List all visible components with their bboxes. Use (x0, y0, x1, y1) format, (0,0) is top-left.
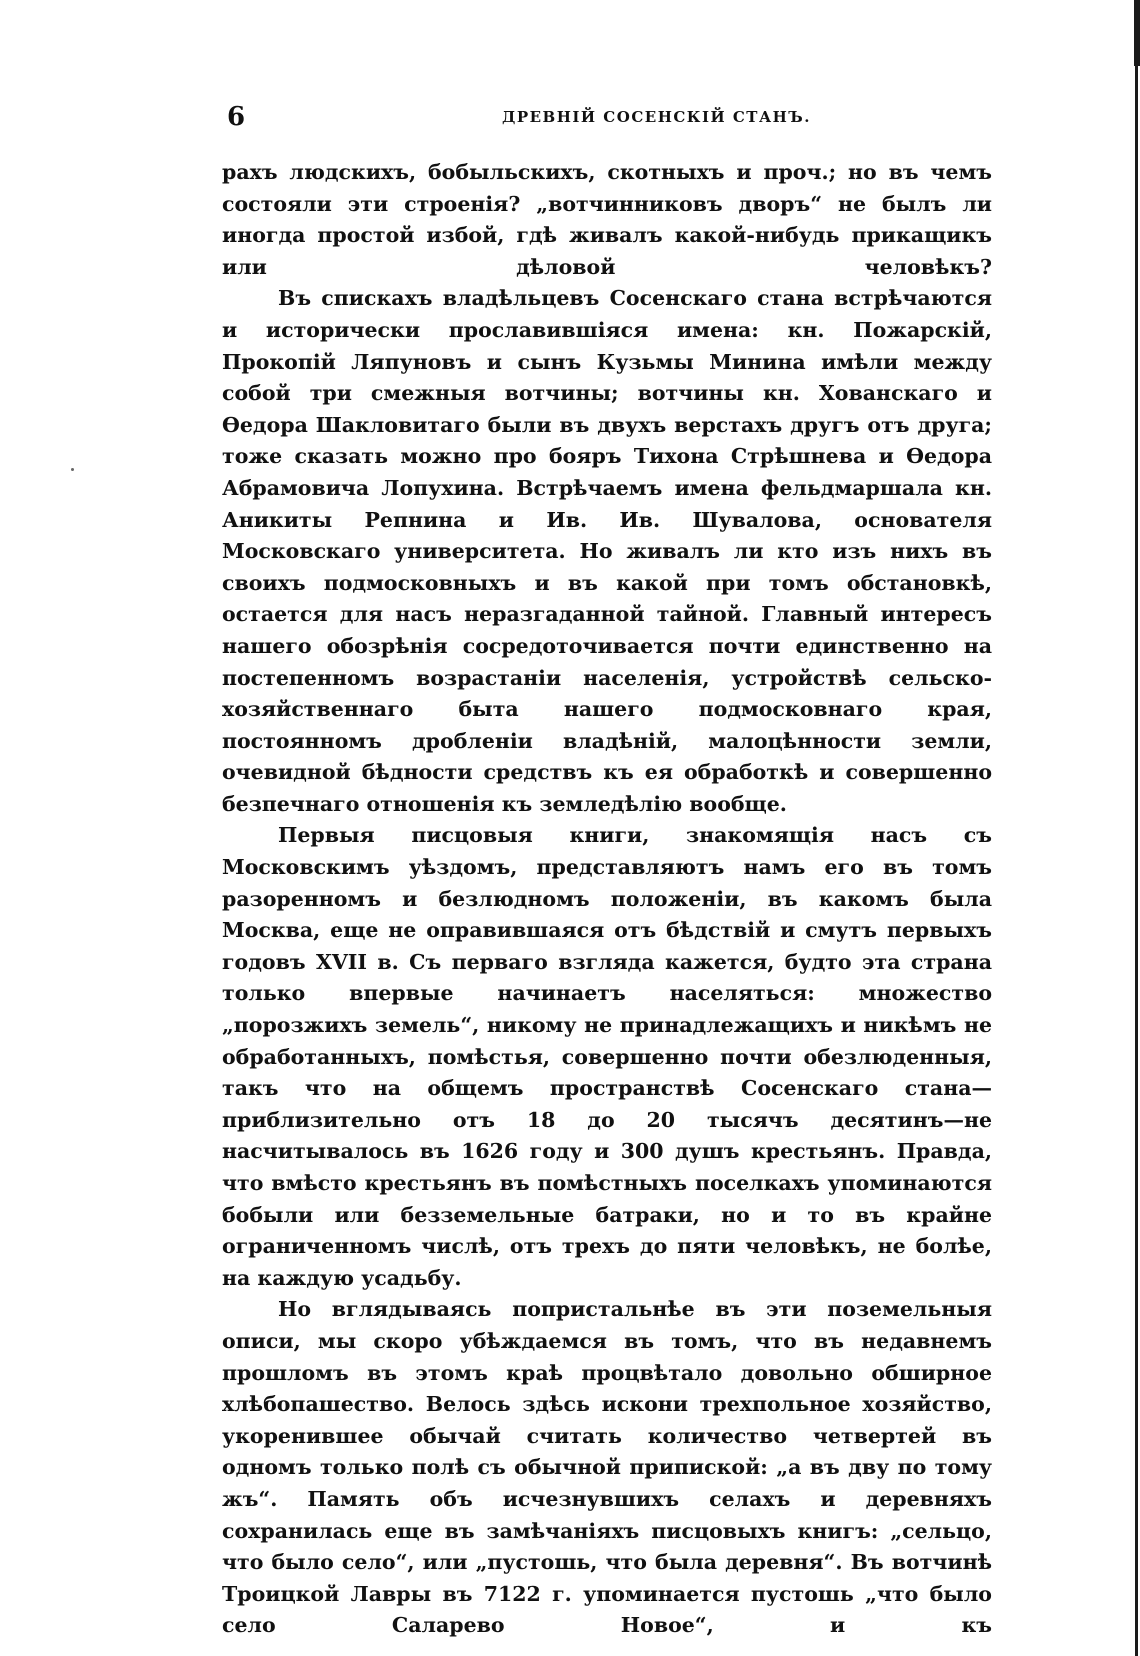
running-title: ДРЕВНІЙ СОСЕНСКІЙ СТАНЪ. (502, 108, 811, 126)
page-number: 6 (227, 102, 246, 132)
scan-speck (71, 468, 74, 471)
page-edge-mark (1134, 0, 1140, 66)
paragraph-owners: Въ спискахъ владѣльцевъ Сосенскаго стана встрѣчаются и исторически прославившіяся имена: кн. Пожарскій, Прокопій Ляпуновъ и сынъ Кузьмы Минина имѣли между собой три смежныя вотчины; вотчины кн. Хованскаго и Ѳедора Шакловитаго были въ двухъ верстахъ другъ отъ друга; тоже сказать можно про бояръ Тихона Стрѣшнева и Ѳедора Абрамовича Лопухина. Встрѣчаемъ имена фельдмаршала кн. Аникиты Репнина и Ив. Ив. Шувалова, основателя Московскаго университета. Но живалъ ли кто изъ нихъ въ своихъ подмосковныхъ и въ какой при томъ обстановкѣ, остается для насъ неразгаданной тайной. Главный интересъ нашего обозрѣнія сосредоточивается почти единственно на постепенномъ возрастаніи населенія, устройствѣ сельско-хозяйственнаго быта нашего подмосковнаго края, постоянномъ дробленіи владѣній, малоцѣнности земли, очевидной бѣдности средствъ къ ея обработкѣ и совершенно безпечнаго отношенія къ земледѣлію вообще. (222, 286, 992, 816)
paragraph-agriculture: Но вглядываясь попристальнѣе въ эти поземельныя описи, мы скоро убѣждаемся въ томъ, что въ недавнемъ прошломъ въ этомъ краѣ процвѣтало довольно обширное хлѣбопашество. Велось здѣсь искони трехпольное хозяйство, укоренившее обычай считать количество четвертей въ одномъ только полѣ съ обычной припиской: „а въ дву по тому жъ“. Память объ исчезнувшихъ селахъ и деревняхъ сохранилась еще въ замѣчаніяхъ писцовыхъ книгъ: „сельцо, что было село“, или „пустошь, что была деревня“. Въ вотчинѣ Троицкой Лавры въ 7122 г. упоминается пустошь „что было село Саларево Новое“, и къ (222, 1297, 992, 1638)
page-edge-line (1135, 0, 1138, 1656)
body-text (222, 157, 992, 1642)
paragraph-cadastre-books: Первыя писцовыя книги, знакомящія насъ съ Московскимъ уѣздомъ, представляютъ намъ его въ томъ разоренномъ и безлюдномъ положеніи, въ какомъ была Москва, еще не оправившаяся отъ бѣдствій и смутъ первыхъ годовъ XVII в. Съ перваго взгляда кажется, будто эта страна только впервые начинаетъ населяться: множество „порозжихъ земель“, никому не принадлежащихъ и никѣмъ не обработанныхъ, помѣстья, совершенно почти обезлюденныя, такъ что на общемъ пространствѣ Сосенскаго стана—приблизительно отъ 18 до 20 тысячъ десятинъ—не насчитывалось въ 1626 году и 300 душъ крестьянъ. Правда, что вмѣсто крестьянъ въ помѣстныхъ поселкахъ упоминаются бобыли или безземельные батраки, но и то въ крайне ограниченномъ числѣ, отъ трехъ до пяти человѣкъ, не болѣе, на каждую усадьбу. (222, 823, 992, 1290)
page-header (227, 104, 987, 144)
paragraph-continuation: рахъ людскихъ, бобыльскихъ, скотныхъ и проч.; но въ чемъ состояли эти строенія? „вотчинниковъ дворъ“ не былъ ли иногда простой избой, гдѣ живалъ какой-нибудь прикащикъ или дѣловой человѣкъ? (222, 160, 992, 279)
